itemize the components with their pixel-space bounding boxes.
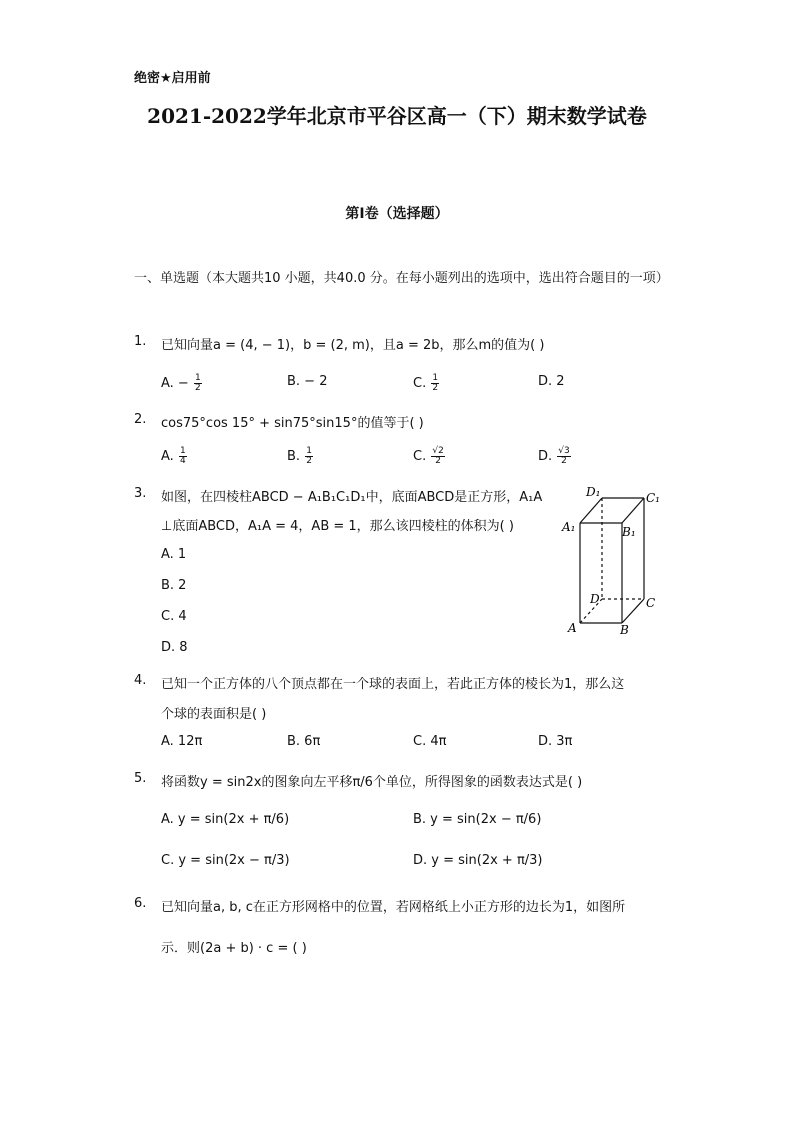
vertex-label: D₁ [586, 485, 601, 499]
q3-option-b: B. 2 [161, 578, 187, 593]
question-4-line-2: 个球的表面积是( ) [161, 707, 267, 722]
vertex-label: C₁ [646, 491, 660, 505]
q1-option-c [413, 374, 440, 393]
confidential-label: 绝密★启用前 [134, 71, 211, 86]
fraction: $\frac{√3}{2}$ [558, 446, 570, 466]
q2-option-c-label: C. [413, 449, 427, 464]
q3-option-a: A. 1 [161, 547, 187, 562]
q2-option-d-label: D. [538, 449, 553, 464]
q2-option-b-label: B. [287, 449, 301, 464]
q4-option-a: A. 12π [161, 734, 203, 749]
fraction: $\frac{1}{4}$ [179, 446, 186, 466]
q1-option-b: B. − 2 [287, 374, 328, 389]
q4-option-c: C. 4π [413, 734, 447, 749]
q2-option-a [161, 447, 188, 466]
question-number: 3. [134, 486, 147, 501]
fraction: $\frac{√2}{2}$ [432, 446, 444, 466]
fraction: $\frac{1}{2}$ [306, 446, 312, 466]
question-5-text: 将函数y = sin2x的图象向左平移π/6个单位，所得图象的函数表达式是( ) [161, 775, 583, 790]
q4-option-d: D. 3π [538, 734, 573, 749]
question-6-line-1: 已知向量a, b, c在正方形网格中的位置，若网格纸上小正方形的边长为1，如图所 [161, 900, 626, 915]
edge [622, 498, 644, 523]
section-heading: 一、单选题（本大题共10 小题，共40.0 分。在每小题列出的选项中，选出符合题目的一项） [134, 271, 669, 286]
q4-option-b: B. 6π [287, 734, 321, 749]
question-number: 2. [134, 412, 147, 427]
part-heading: 第I卷（选择题） [345, 206, 449, 222]
q1-option-d: D. 2 [538, 374, 565, 389]
q2-option-d [538, 447, 572, 466]
prism-figure [556, 484, 666, 639]
edge [622, 599, 644, 623]
question-4-line-1: 已知一个正方体的八个顶点都在一个球的表面上，若此正方体的棱长为1，那么这 [161, 677, 625, 692]
vertex-label: B₁ [622, 525, 636, 539]
q5-option-d: D. y = sin(2x + π/3) [413, 853, 543, 868]
q5-option-b: B. y = sin(2x − π/6) [413, 812, 542, 827]
question-number: 5. [134, 771, 147, 786]
q3-option-d: D. 8 [161, 640, 188, 655]
q1-option-a-label: A. − [161, 376, 189, 391]
q3-option-c: C. 4 [161, 609, 187, 624]
question-number: 6. [134, 896, 147, 911]
fraction: $\frac{1}{2}$ [432, 373, 439, 393]
question-6-line-2: 示．则(2a + b) · c = ( ) [161, 941, 307, 956]
q1-option-a [161, 374, 203, 393]
question-2-text: cos75°cos 15° + sin75°sin15°的值等于( ) [161, 416, 424, 431]
q5-option-c: C. y = sin(2x − π/3) [161, 853, 290, 868]
q1-option-c-label: C. [413, 376, 427, 391]
vertex-label: A₁ [562, 520, 576, 534]
vertex-label: C [646, 596, 656, 610]
q2-option-b [287, 447, 314, 466]
vertex-label: A [568, 621, 577, 635]
vertex-label: D [590, 592, 600, 606]
q5-option-a: A. y = sin(2x + π/6) [161, 812, 290, 827]
question-3-line-2: ⊥底面ABCD，A₁A = 4，AB = 1，那么该四棱柱的体积为( ) [161, 519, 514, 534]
question-1-text: 已知向量a = (4, − 1)，b = (2, m)，且a = 2b，那么m的值为( ) [161, 338, 545, 353]
question-number: 4. [134, 673, 147, 688]
question-number: 1. [134, 334, 147, 349]
fraction: $\frac{1}{2}$ [194, 373, 201, 393]
edge [580, 498, 602, 523]
q2-option-a-label: A. [161, 449, 174, 464]
vertex-label: B [620, 623, 629, 637]
q2-option-c [413, 447, 446, 466]
exam-title: 2021-2022学年北京市平谷区高一（下）期末数学试卷 [147, 104, 647, 128]
question-3-line-1: 如图，在四棱柱ABCD − A₁B₁C₁D₁中，底面ABCD是正方形，A₁A [161, 490, 543, 505]
